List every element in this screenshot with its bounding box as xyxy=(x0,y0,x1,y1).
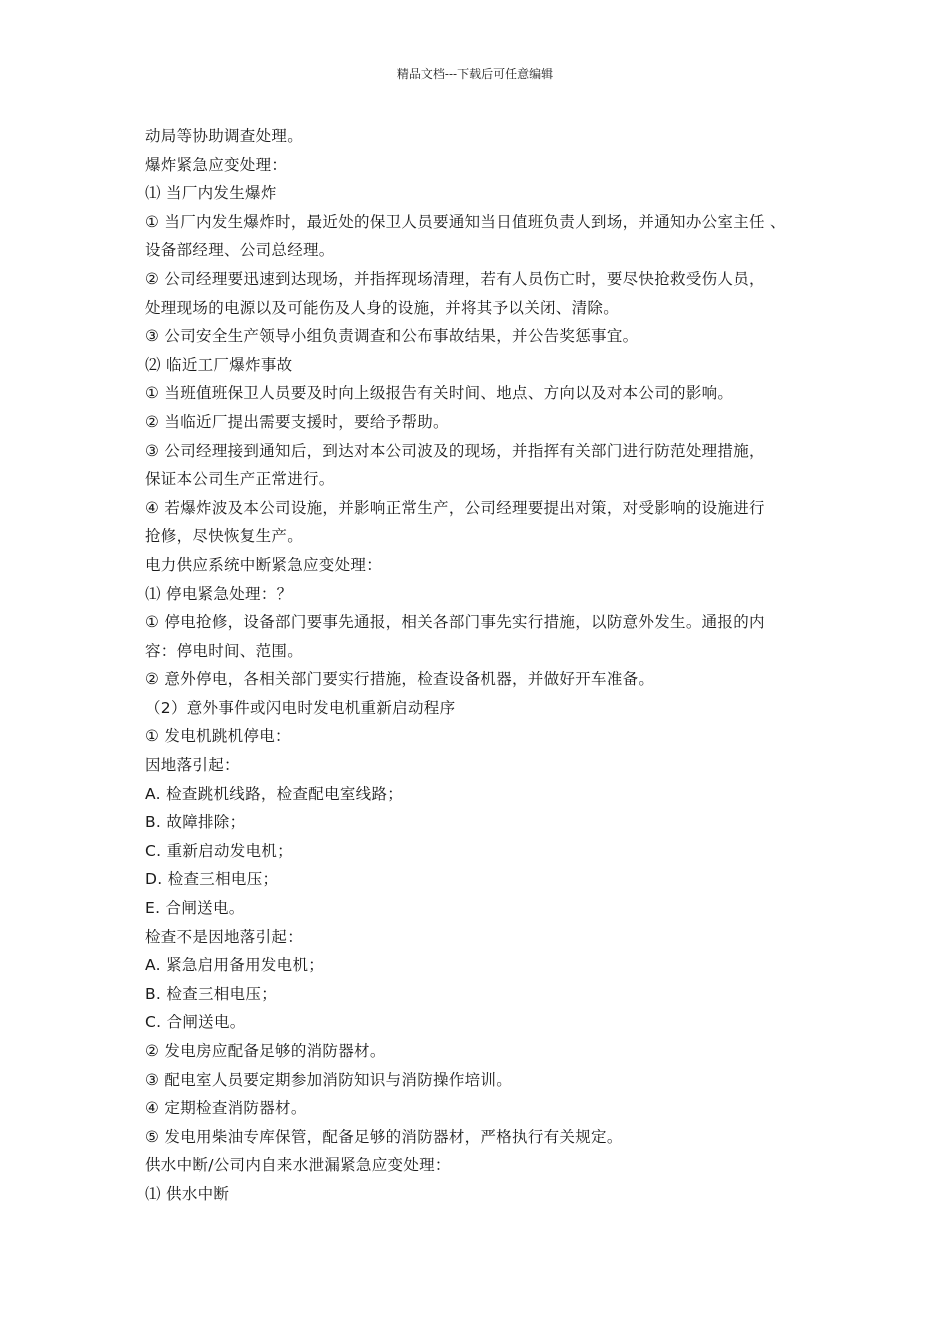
text-line: ① 停电抢修，设备部门要事先通报，相关各部门事先实行措施，以防意外发生。通报的内 xyxy=(145,613,765,632)
section-heading: 爆炸紧急应变处理： xyxy=(145,155,288,174)
text-line: 动局等协助调查处理。 xyxy=(145,127,304,145)
text-line: ② 公司经理要迅速到达现场，并指挥现场清理，若有人员伤亡时，要尽快抢救受伤人员， xyxy=(145,269,765,288)
document-body xyxy=(145,122,835,1209)
list-item: D. 检查三相电压； xyxy=(145,870,279,889)
text-line: ④ 定期检查消防器材。 xyxy=(145,1099,307,1118)
text-line: ① 当班值班保卫人员要及时向上级报告有关时间、地点、方向以及对本公司的影响。 xyxy=(145,384,734,403)
text-line: 处理现场的电源以及可能伤及人身的设施，并将其予以关闭、清除。 xyxy=(145,298,620,317)
text-line: ① 发电机跳机停电： xyxy=(145,727,291,746)
section-heading: 电力供应系统中断紧急应变处理： xyxy=(145,555,383,574)
subsection-heading: ⑴ 当厂内发生爆炸 xyxy=(145,184,277,203)
subsection-heading: ⑴ 停电紧急处理：？ xyxy=(145,584,293,603)
section-heading: 供水中断/公司内自来水泄漏紧急应变处理： xyxy=(145,1156,451,1175)
page-header: 精品文档---下载后可任意编辑 xyxy=(396,67,554,81)
text-line: 设备部经理、公司总经理。 xyxy=(145,241,335,260)
text-line: ⑤ 发电用柴油专库保管，配备足够的消防器材，严格执行有关规定。 xyxy=(145,1127,623,1146)
text-line: ② 当临近厂提出需要支援时，要给予帮助。 xyxy=(145,412,449,431)
list-item: E. 合闸送电。 xyxy=(145,899,245,918)
subsection-heading: ⑵ 临近工厂爆炸事故 xyxy=(145,355,293,374)
list-item: C. 重新启动发电机； xyxy=(145,841,293,860)
text-line: ② 发电房应配备足够的消防器材。 xyxy=(145,1042,386,1060)
text-line: 抢修，尽快恢复生产。 xyxy=(145,527,304,546)
text-line: ③ 公司安全生产领导小组负责调查和公布事故结果，并公告奖惩事宜。 xyxy=(145,327,639,346)
text-line: ① 当厂内发生爆炸时，最近处的保卫人员要通知当日值班负责人到场，并通知办公室主任 、 xyxy=(145,212,786,231)
text-line: 保证本公司生产正常进行。 xyxy=(145,470,335,489)
text-line: ③ 公司经理接到通知后，到达对本公司波及的现场，并指挥有关部门进行防范处理措施， xyxy=(145,441,765,460)
list-item: A. 紧急启用备用发电机； xyxy=(145,956,325,975)
text-line: ③ 配电室人员要定期参加消防知识与消防操作培训。 xyxy=(145,1070,513,1089)
text-line: 检查不是因地落引起： xyxy=(145,927,304,946)
text-line: ② 意外停电，各相关部门要实行措施，检查设备机器，并做好开车准备。 xyxy=(145,670,655,689)
subsection-heading: ⑴ 供水中断 xyxy=(145,1184,230,1203)
list-item: B. 故障排除； xyxy=(145,813,246,832)
list-item: B. 检查三相电压； xyxy=(145,984,277,1003)
text-line: 因地落引起： xyxy=(145,756,240,775)
text-line: 容：停电时间、范围。 xyxy=(145,641,304,660)
subsection-heading: （2）意外事件或闪电时发电机重新启动程序 xyxy=(145,698,456,717)
text-line: ④ 若爆炸波及本公司设施，并影响正常生产，公司经理要提出对策，对受影响的设施进行 xyxy=(145,498,765,517)
list-item: C. 合闸送电。 xyxy=(145,1013,246,1032)
list-item: A. 检查跳机线路，检查配电室线路； xyxy=(145,784,404,803)
